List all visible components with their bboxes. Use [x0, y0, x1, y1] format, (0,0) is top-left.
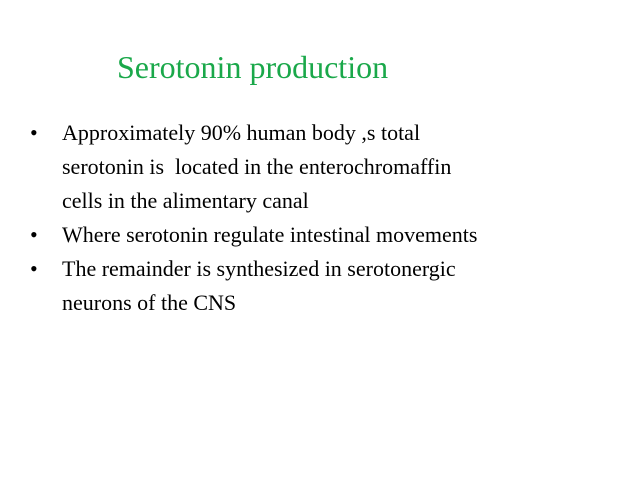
bullet-line: Approximately 90% human body ,s total: [62, 120, 421, 145]
bullet-line: neurons of the CNS: [62, 290, 237, 315]
bullet-line: Where serotonin regulate intestinal movements: [62, 222, 478, 247]
bullet-list: [30, 116, 630, 320]
bullet-glyph: •: [30, 120, 38, 145]
slide-title: Serotonin production: [117, 49, 389, 85]
bullet-glyph: •: [30, 256, 38, 281]
bullet-line: serotonin is located in the enterochromaffin: [62, 154, 452, 179]
bullet-item: [30, 116, 630, 218]
bullet-item: [30, 218, 630, 252]
bullet-line: The remainder is synthesized in serotonergic: [62, 256, 456, 281]
bullet-item: [30, 252, 630, 320]
bullet-glyph: •: [30, 222, 38, 247]
bullet-line: cells in the alimentary canal: [62, 188, 309, 213]
